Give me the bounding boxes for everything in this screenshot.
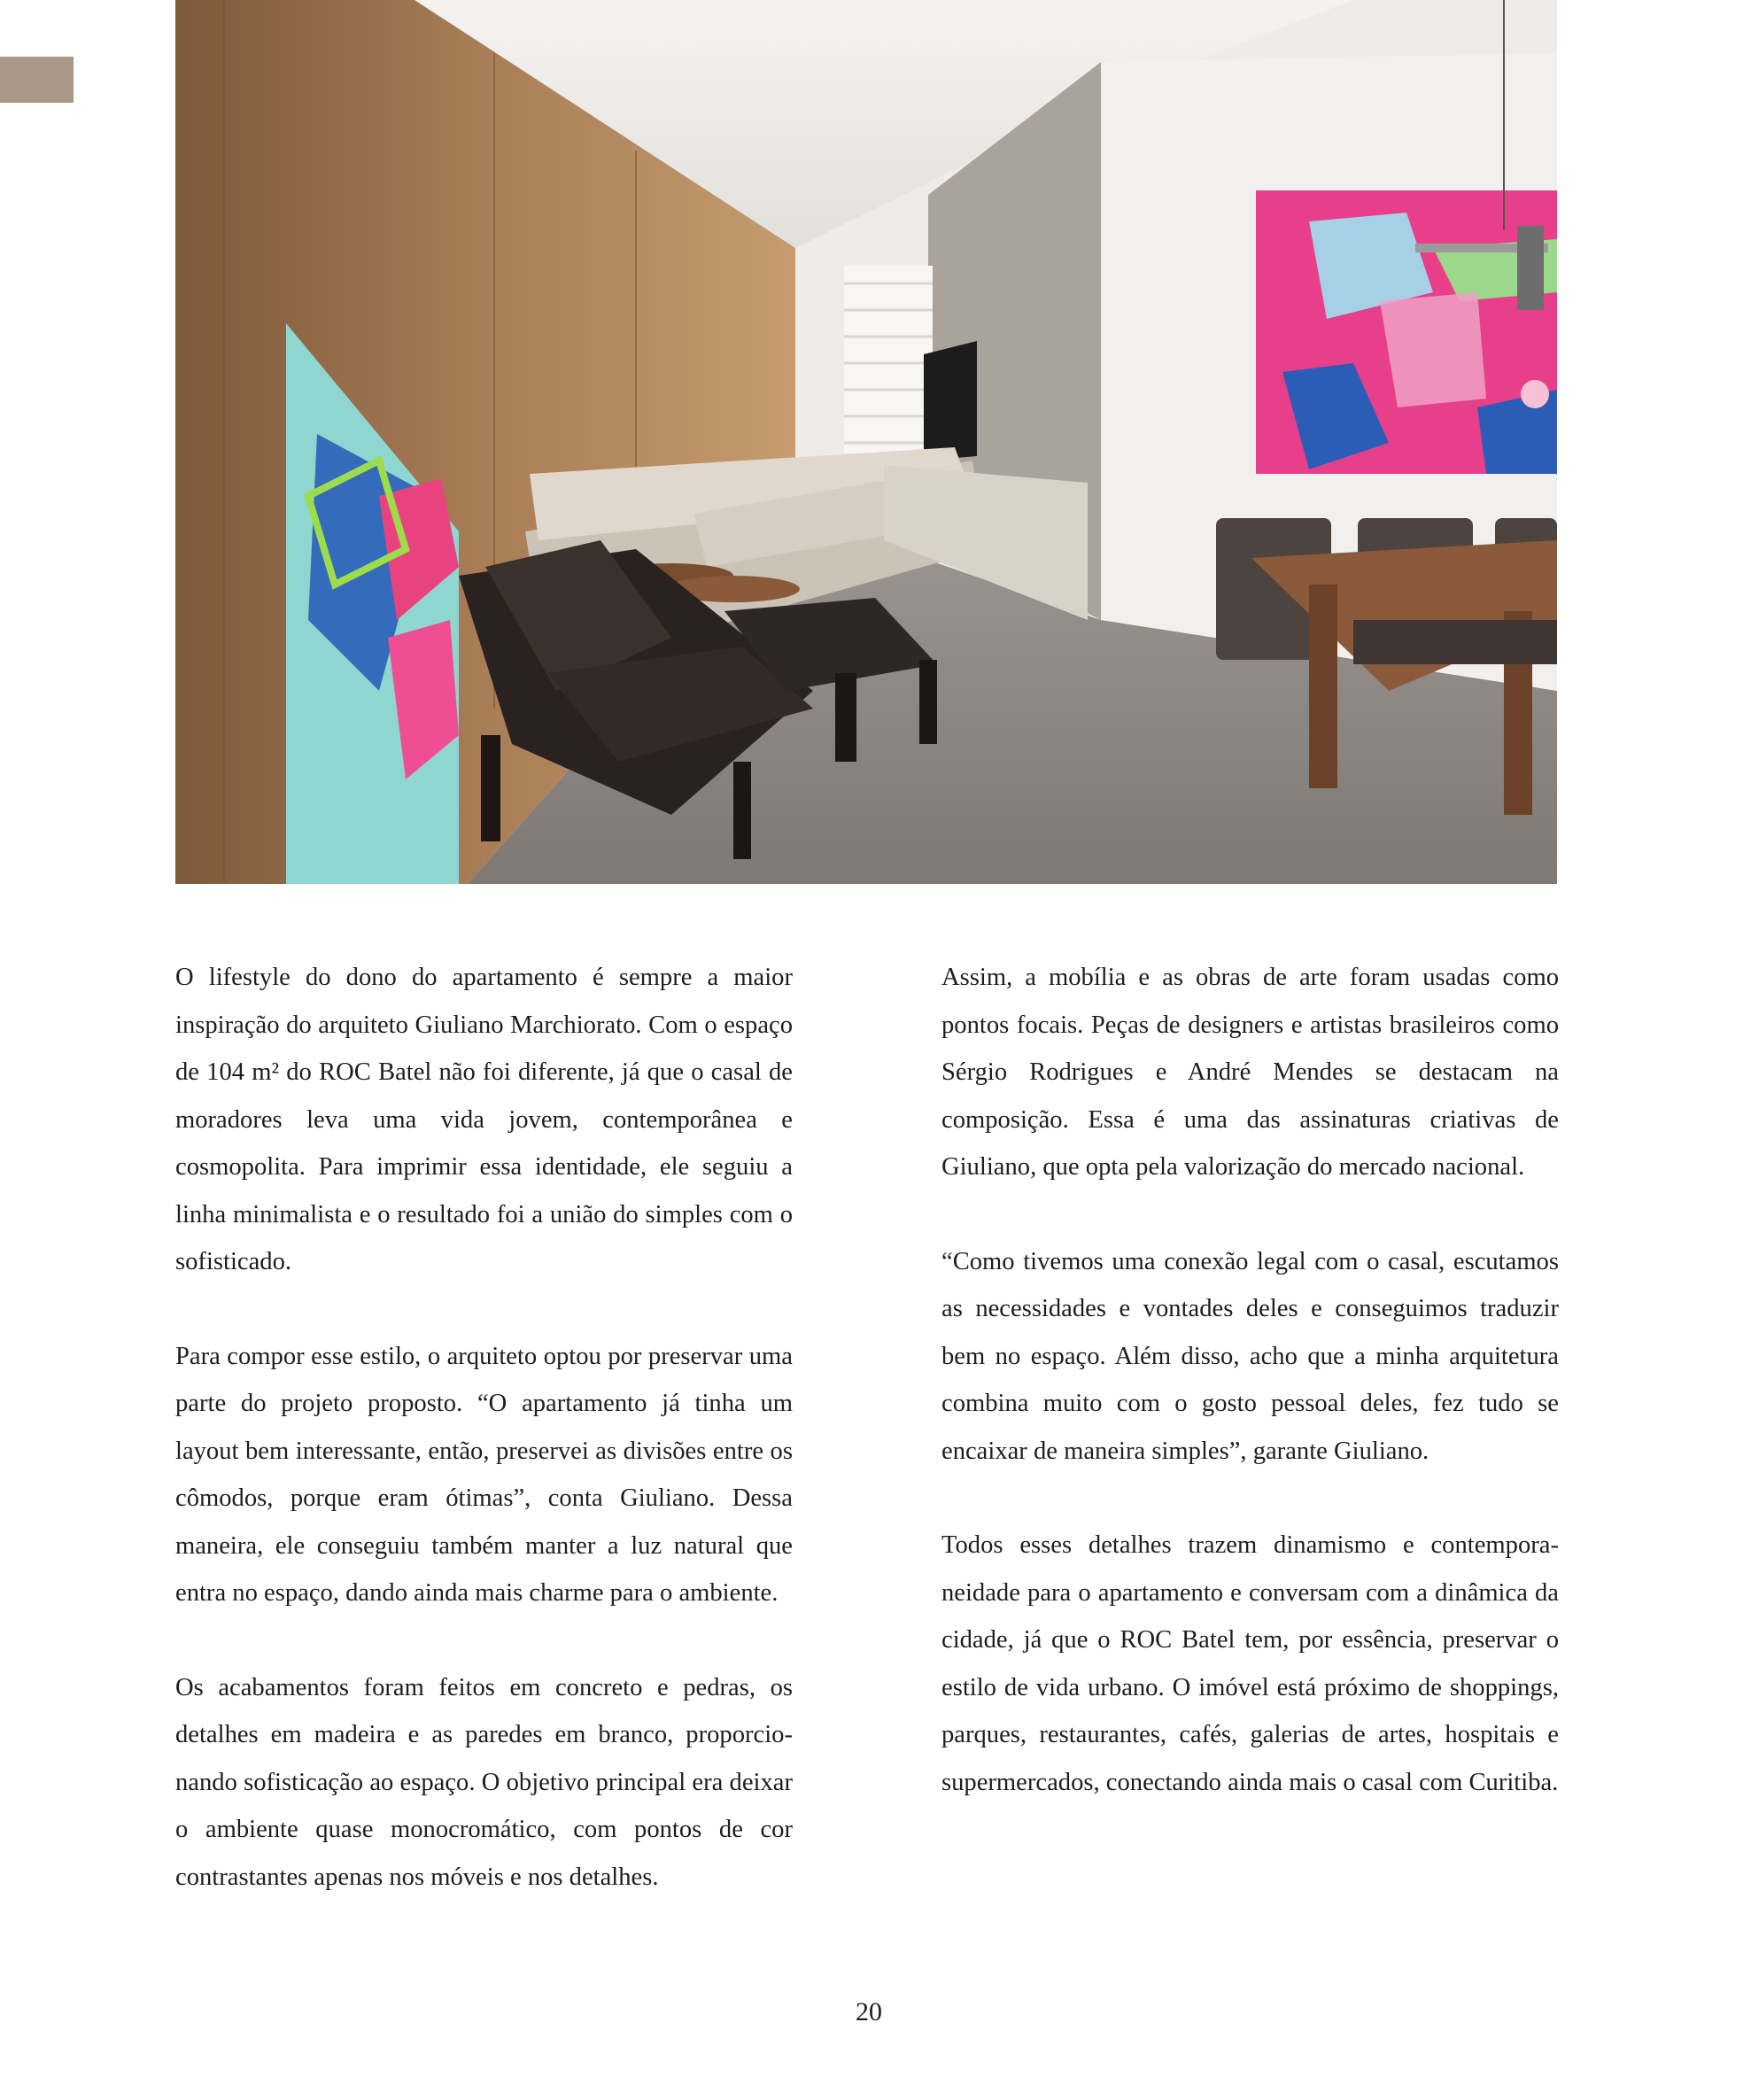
living-room-photo bbox=[175, 0, 1557, 884]
article-paragraph: Os acabamentos foram feitos em concreto e pedras, os detalhes em madeira e as paredes em branco, proporcionando sofisticação ao espaço. O objetivo principal era deixar o ambiente quase monocromático, com pontos de cor contrastantes apenas nos móveis e nos detalhes. bbox=[175, 1673, 793, 1891]
article-column-left bbox=[175, 954, 793, 1948]
section-tab-marker bbox=[0, 57, 74, 103]
article-paragraph: “Como tivemos uma conexão legal com o casal, escutamos as necessidades e vontades deles e conseguimos traduzir bem no espaço. Além disso, acho que a minha arquitetura combina muito com o gosto pessoal deles, fez tudo se encaixar de maneira simples”, garante Giuliano. bbox=[941, 1247, 1559, 1465]
article-column-right bbox=[941, 954, 1559, 1853]
article-paragraph: Para compor esse estilo, o arquiteto optou por preservar uma parte do projeto proposto. “O apartamento já tinha um layout bem interessante, então, preservei as divisões entre os cômodos, porque eram ótimas”, conta Giuliano. Dessa maneira, ele conseguiu também manter a luz natural que entra no espaço, dando ainda mais charme para o ambiente. bbox=[175, 1342, 793, 1607]
article-paragraph: Assim, a mobília e as obras de arte foram usadas como pontos focais. Peças de designers e artistas brasileiros como Sérgio Rodrigues e André Mendes se destacam na composição. Essa é uma das assinaturas criativas de Giuliano, que opta pela valorização do mercado nacional. bbox=[941, 964, 1559, 1181]
article-paragraph: Todos esses detalhes trazem dinamismo e contemporaneidade para o apartamento e conversam com a dinâmica da cidade, já que o ROC Batel tem, por essência, preservar o estilo de vida urbano. O imóvel está próximo de shoppings, parques, restaurantes, cafés, galerias de artes, hospitais e supermercados, conectando ainda mais o casal com Curitiba. bbox=[941, 1531, 1559, 1796]
page-number: 20 bbox=[856, 1997, 882, 2026]
article-paragraph: O lifestyle do dono do apartamento é sempre a maior inspiração do arquiteto Giuliano Marchiorato. Com o espaço de 104 m² do ROC Batel não foi diferente, já que o casal de moradores leva uma vida jovem, contemporânea e cosmopolita. Para imprimir essa identidade, ele seguiu a linha minimalista e o resultado foi a união do simples com o sofisticado. bbox=[175, 964, 793, 1275]
